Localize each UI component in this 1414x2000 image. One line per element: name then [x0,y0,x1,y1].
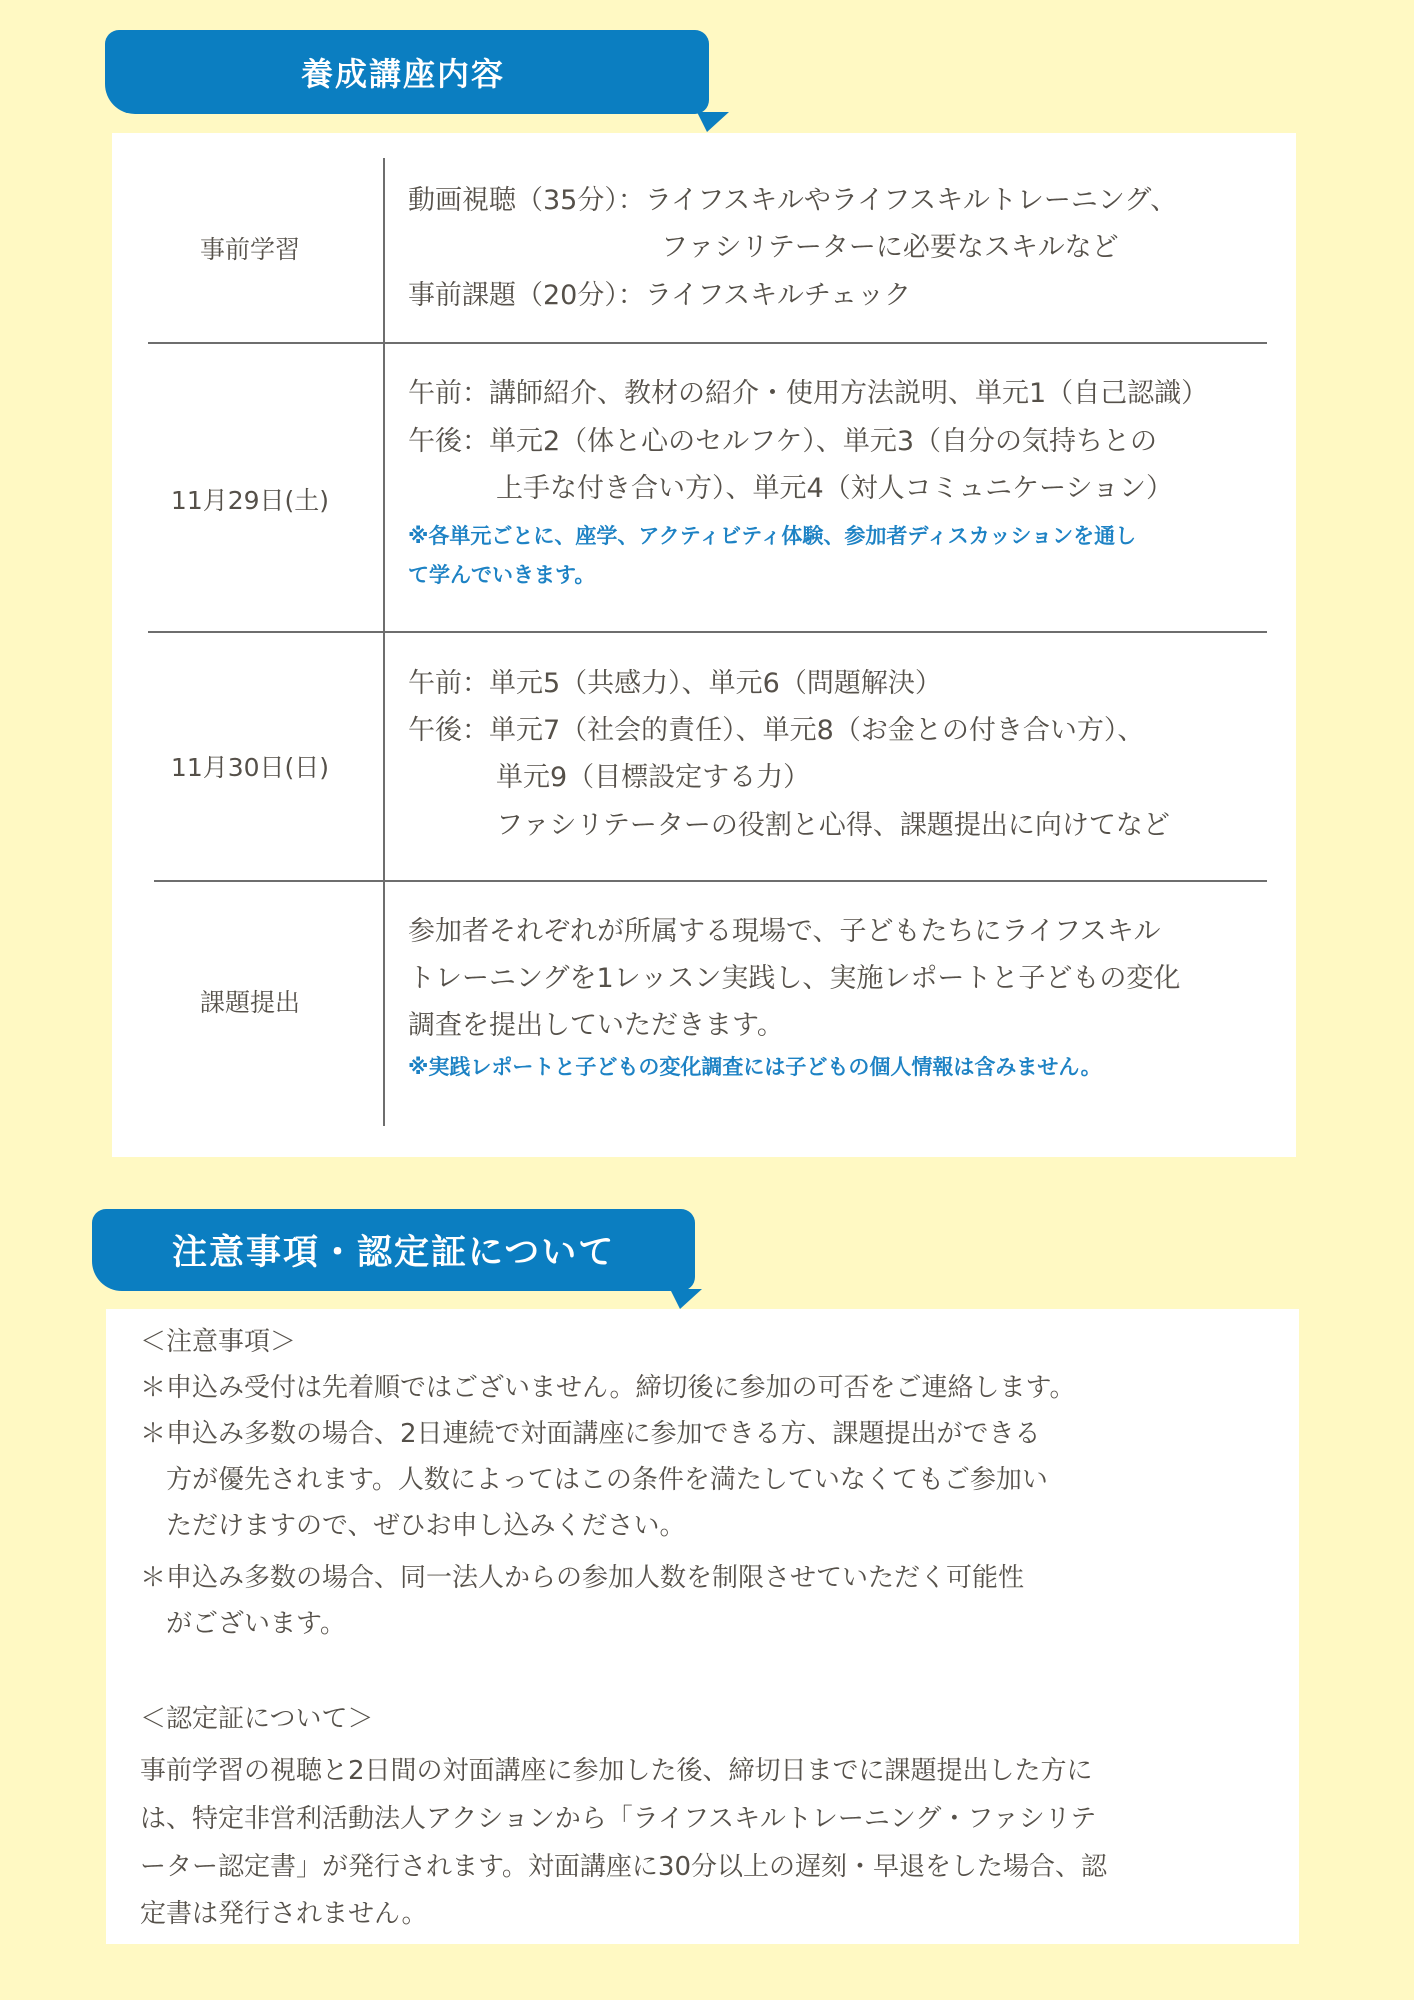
row-label-pre-study: 事前学習 [199,235,300,264]
row-text-line: 参加者それぞれが所属する現場で、子どもたちにライフスキル [408,916,1161,947]
notes-line: ＊申込み受付は先着順ではございません。締切後に参加の可否をご連絡します。 [140,1373,1076,1403]
notes-line: がございます。 [140,1609,346,1639]
row-note-line: ※各単元ごとに、座学、アクティビティ体験、参加者ディスカッションを通し [408,524,1137,548]
row-text-line: 上手な付き合い方）、単元4（対人コミュニケーション） [496,473,1174,504]
row-text-line: ファシリテーターに必要なスキルなど [661,232,1119,263]
row-text-line: 動画視聴（35分）：ライフスキルやライフスキルトレーニング、 [408,185,1178,216]
notes-title: ＜注意事項＞ [140,1327,297,1357]
row-text-line: 午前：単元5（共感力）、単元6（問題解決） [408,668,942,699]
table-row-divider [148,631,1267,633]
row-text-line: 事前課題（20分）：ライフスキルチェック [408,280,912,311]
row-text-line: 午後：単元7（社会的責任）、単元8（お金との付き合い方）、 [408,715,1145,746]
notes-line: ＊申込み多数の場合、同一法人からの参加人数を制限させていただく可能性 [140,1563,1025,1593]
row-text-line: 午前：講師紹介、教材の紹介・使用方法説明、単元1（自己認識） [408,378,1209,409]
certificate-line: ーター認定書」が発行されます。対面講座に30分以上の遅刻・早退をした場合、認 [140,1852,1108,1882]
notes-line: 方が優先されます。人数によってはこの条件を満たしていなくてもご参加い [140,1465,1048,1495]
section-heading-text: 注意事項・認定証について [172,1233,616,1273]
table-row-divider [154,880,1267,882]
section-heading-course-content [105,30,709,114]
row-text-line: ファシリテーターの役割と心得、課題提出に向けてなど [496,810,1170,841]
row-note-line: ※実践レポートと子どもの変化調査には子どもの個人情報は含みません。 [408,1055,1102,1079]
row-text-line: 調査を提出していただきます。 [408,1010,784,1041]
section-heading-notes-certificate [92,1209,695,1291]
row-label-assignment: 課題提出 [199,988,300,1017]
certificate-line: 事前学習の視聴と2日間の対面講座に参加した後、締切日までに課題提出した方に [140,1756,1093,1786]
row-text-line: トレーニングを1レッスン実践し、実施レポートと子どもの変化 [408,963,1181,994]
row-label-day1: 11月29日(土) [170,486,330,515]
table-column-divider [383,158,385,1126]
certificate-line: は、特定非営利活動法人アクションから「ライフスキルトレーニング・ファシリテ [140,1804,1097,1834]
row-text-line: 単元9（目標設定する力） [496,762,811,793]
table-row-divider [148,342,1267,344]
certificate-title: ＜認定証について＞ [140,1704,374,1734]
row-note-line: て学んでいきます。 [408,563,596,587]
certificate-line: 定書は発行されません。 [140,1899,428,1929]
section-heading-text: 養成講座内容 [301,55,506,93]
notes-line: ただけますので、ぜひお申し込みください。 [140,1511,686,1541]
row-text-line: 午後：単元2（体と心のセルフケ）、単元3（自分の気持ちとの [408,426,1158,457]
notes-line: ＊申込み多数の場合、2日連続で対面講座に参加できる方、課題提出ができる [140,1419,1041,1449]
row-label-day2: 11月30日(日) [170,753,330,782]
